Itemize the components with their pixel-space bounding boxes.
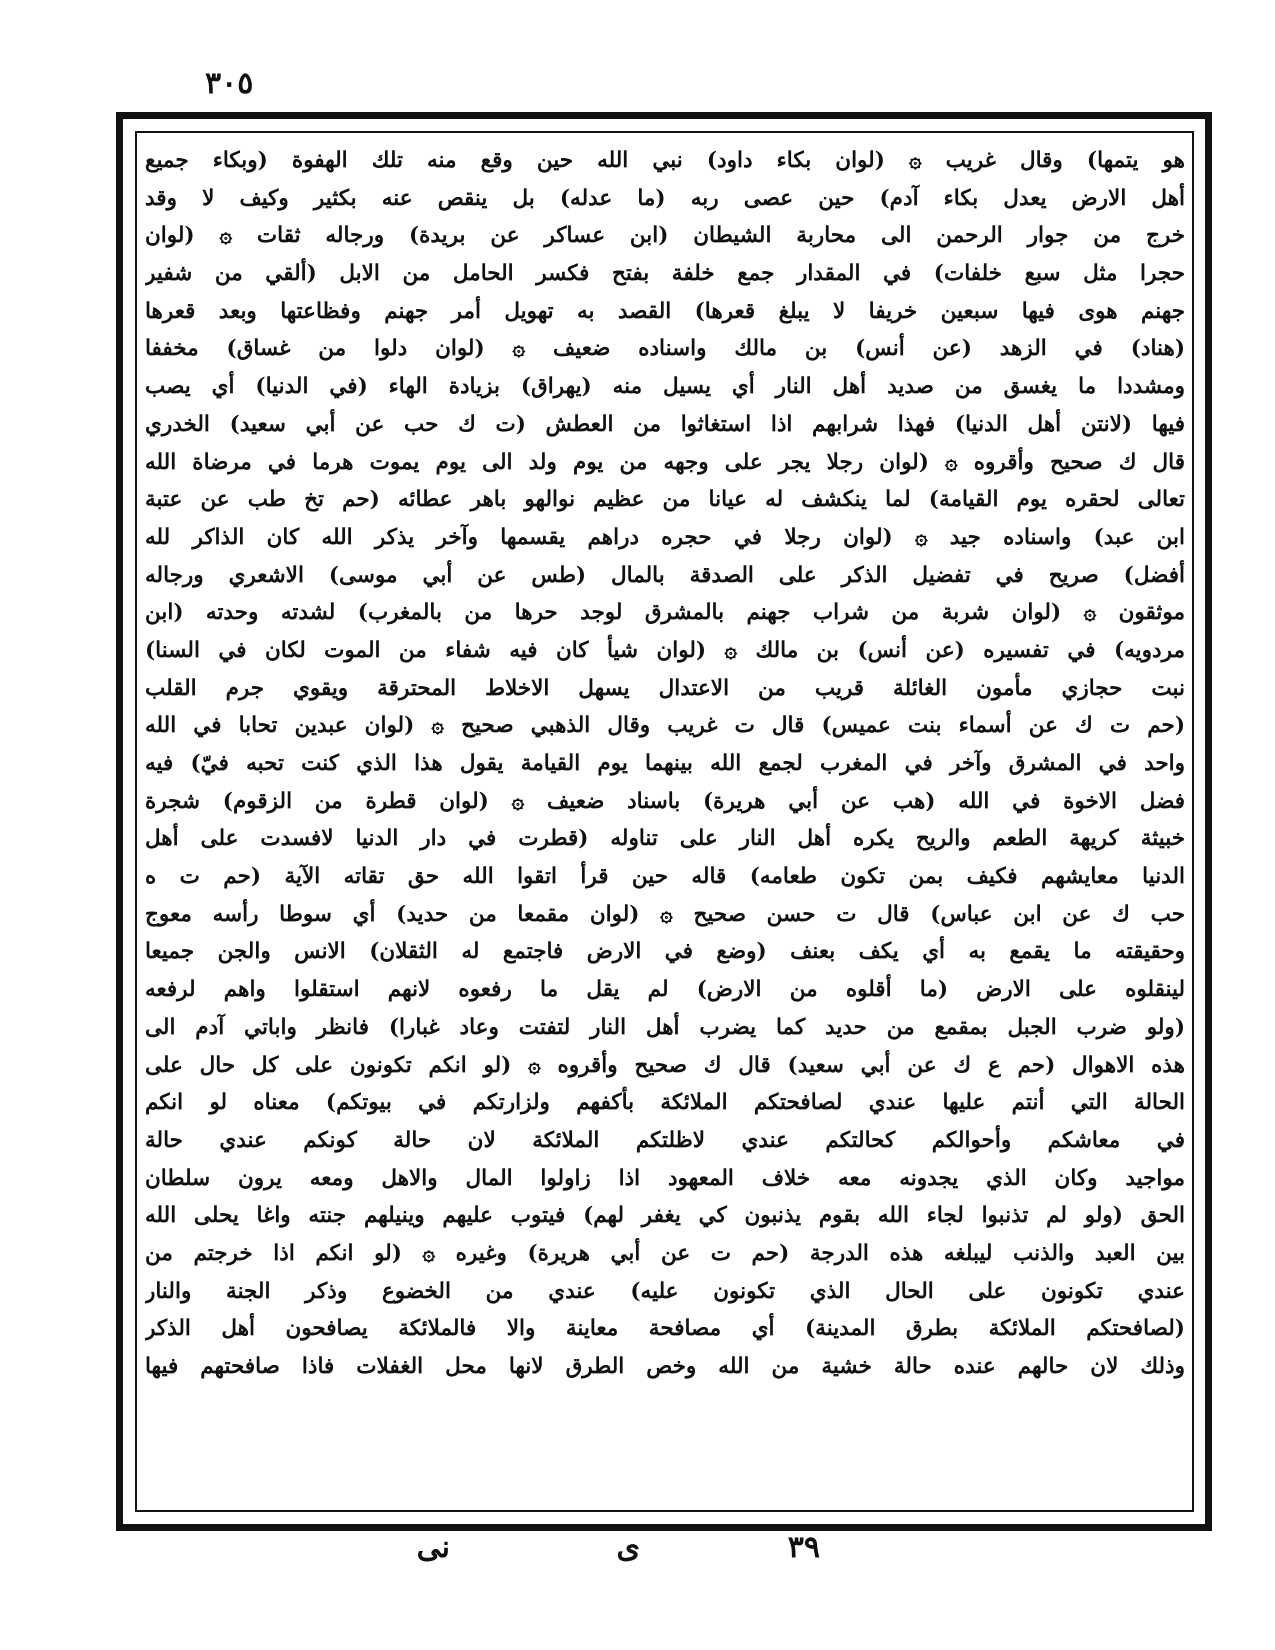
- text-line: هذه الاهوال (حم ع ك عن أبي سعيد) قال ك صحيح وأقروه ۞ (لو انكم تكونون على كل حال على: [145, 1052, 1185, 1078]
- text-line: نبت حجازي مأمون الغائلة قريب من الاعتدال يسهل الاخلاط المحترقة ويقوي جرم القلب: [145, 675, 1185, 701]
- text-line: خبيثة كريهة الطعم والريح يكره أهل النار على تناوله (قطرت في دار الدنيا لافسدت على أهل: [145, 826, 1185, 852]
- text-line: جهنم هوى فيها سبعين خريفا لا يبلغ قعرها) القصد به تهويل أمر جهنم وفظاعتها وبعد قعرها: [145, 298, 1185, 324]
- text-line: لينقلوه على الارض (ما أقلوه من الارض) لم يقل ما رفعوه لانهم استقلوا واهم لرفعه: [145, 977, 1185, 1003]
- text-line: الحالة التي أنتم عليها عندي لصافحتكم الملائكة بأكفهم ولزارتكم في بيوتكم) معناه لو انكم: [145, 1090, 1185, 1116]
- text-line: (ولو ضرب الجبل بمقمع من حديد كما يضرب أهل النار لتفتت وعاد غبارا) فانظر واباتي آدم الى: [145, 1014, 1185, 1040]
- text-line: (لصافحتكم الملائكة بطرق المدينة) أي مصافحة معاينة والا فالملائكة يصافحون أهل الذكر: [145, 1316, 1185, 1342]
- page-number: ٣٠٥: [205, 66, 254, 101]
- text-line: واحد في المشرق وآخر في المغرب لجمع الله بينهما يوم القيامة يقول هذا الذي كنت تحبه فيّ) فيه: [145, 751, 1185, 776]
- text-line: (حم ت ك عن أسماء بنت عميس) قال ت غريب وقال الذهبي صحيح ۞ (لوان عبدين تحابا في الله: [145, 713, 1185, 739]
- text-line: فضل الاخوة في الله (هب عن أبي هريرة) باسناد ضعيف ۞ (لوان قطرة من الزقوم) شجرة: [145, 788, 1185, 814]
- text-line: في معاشكم وأحوالكم كحالتكم عندي لاظلتكم الملائكة لان حالة كونكم عندي حالة: [145, 1127, 1185, 1153]
- text-line: قال ك صحيح وأقروه ۞ (لوان رجلا يجر على وجهه من يوم ولد الى يوم يموت هرما في مرضاة الله: [145, 449, 1185, 475]
- text-line: ابن عبد) واسناده جيد ۞ (لوان رجلا في حجره دراهم يقسمها وآخر يذكر الله كان الذاكر لله: [145, 524, 1185, 550]
- text-line: (هناد) في الزهد (عن أنس) بن مالك واسناده ضعيف ۞ (لوان دلوا من غساق) مخففا: [145, 336, 1185, 362]
- text-line: وحقيقته ما يقمع به أي يكف بعنف (وضع في الارض فاجتمع له الثقلان) الانس والجن جميعا: [145, 939, 1185, 965]
- text-line: خرج من جوار الرحمن الى محاربة الشيطان (ابن عساكر عن بريدة) ورجاله ثقات ۞ (لوان: [145, 223, 1185, 249]
- text-line: فيها (لانتن أهل الدنيا) فهذا شرابهم اذا استغاثوا من العطش (ت ك حب عن أبي سعيد) الخدري: [145, 411, 1185, 437]
- text-line: هو يتمها) وقال غريب ۞ (لوان بكاء داود) نبي الله حين وقع منه تلك الهفوة (وبكاء جميع: [145, 148, 1185, 173]
- text-line: أفضل) صريح في تفضيل الذكر على الصدقة بالمال (طس عن أبي موسى) الاشعري ورجاله: [145, 562, 1185, 588]
- signature-number: ٣٩: [787, 1530, 820, 1565]
- text-line: مواجيد وكان الذي يجدونه معه خلاف المعهود اذا زاولوا المال والاهل ومعه يرون سلطان: [145, 1165, 1185, 1191]
- text-line: عندي تكونون على الحال الذي تكونون عليه) عندي من الخضوع وذكر الجنة والنار: [145, 1278, 1185, 1304]
- text-line: موثقون ۞ (لوان شربة من شراب جهنم بالمشرق لوجد حرها من بالمغرب) لشدته وحدته (ابن: [145, 600, 1185, 626]
- text-line: حب ك عن ابن عباس) قال ت حسن صحيح ۞ (لوان مقمعا من حديد) أي سوطا رأسه معوج: [145, 901, 1185, 927]
- text-line: الحق (ولو لم تذنبوا لجاء الله بقوم يذنبون كي يغفر لهم) فيتوب عليهم وينيلهم جنته واغا يحلى الله: [145, 1203, 1185, 1229]
- main-text-block: [145, 142, 1185, 1502]
- text-line: ومشددا ما يغسق من صديد أهل النار أي يسيل منه (يهراق) بزيادة الهاء (في الدنيا) أي يصب: [145, 374, 1185, 400]
- footer-signature-marks: [380, 1530, 820, 1580]
- text-line: أهل الارض يعدل بكاء آدم) حين عصى ربه (ما عدله) بل ينقص عنه بكثير وكيف لا وقد: [145, 185, 1185, 211]
- text-line: بين العبد والذنب ليبلغه هذه الدرجة (حم ت عن أبي هريرة) وغيره ۞ (لو انكم اذا خرجتم من: [145, 1240, 1185, 1266]
- text-line: مردويه) في تفسيره (عن أنس) بن مالك ۞ (لوان شيأ كان فيه شفاء من الموت لكان في السنا): [145, 637, 1185, 663]
- text-line: الدنيا معايشهم فكيف بمن تكون طعامه) قاله حين قرأ اتقوا الله حق تقاته الآية (حم ت ه: [145, 864, 1185, 890]
- text-line: حجرا مثل سبع خلفات) في المقدار جمع خلفة بفتح فكسر الحامل من الابل (ألقي من شفير: [145, 261, 1185, 287]
- signature-word: نى: [416, 1530, 450, 1565]
- text-line: تعالى لحقره يوم القيامة) لما ينكشف له عيانا من عظيم نوالهو باهر عطائه (حم تخ طب عن عتبة: [145, 487, 1185, 513]
- text-line: وذلك لان حالهم عنده حالة خشية من الله وخص الطرق لانها محل الغفلات فاذا صافحتهم فيها: [145, 1354, 1185, 1379]
- signature-letter: ى: [616, 1530, 640, 1565]
